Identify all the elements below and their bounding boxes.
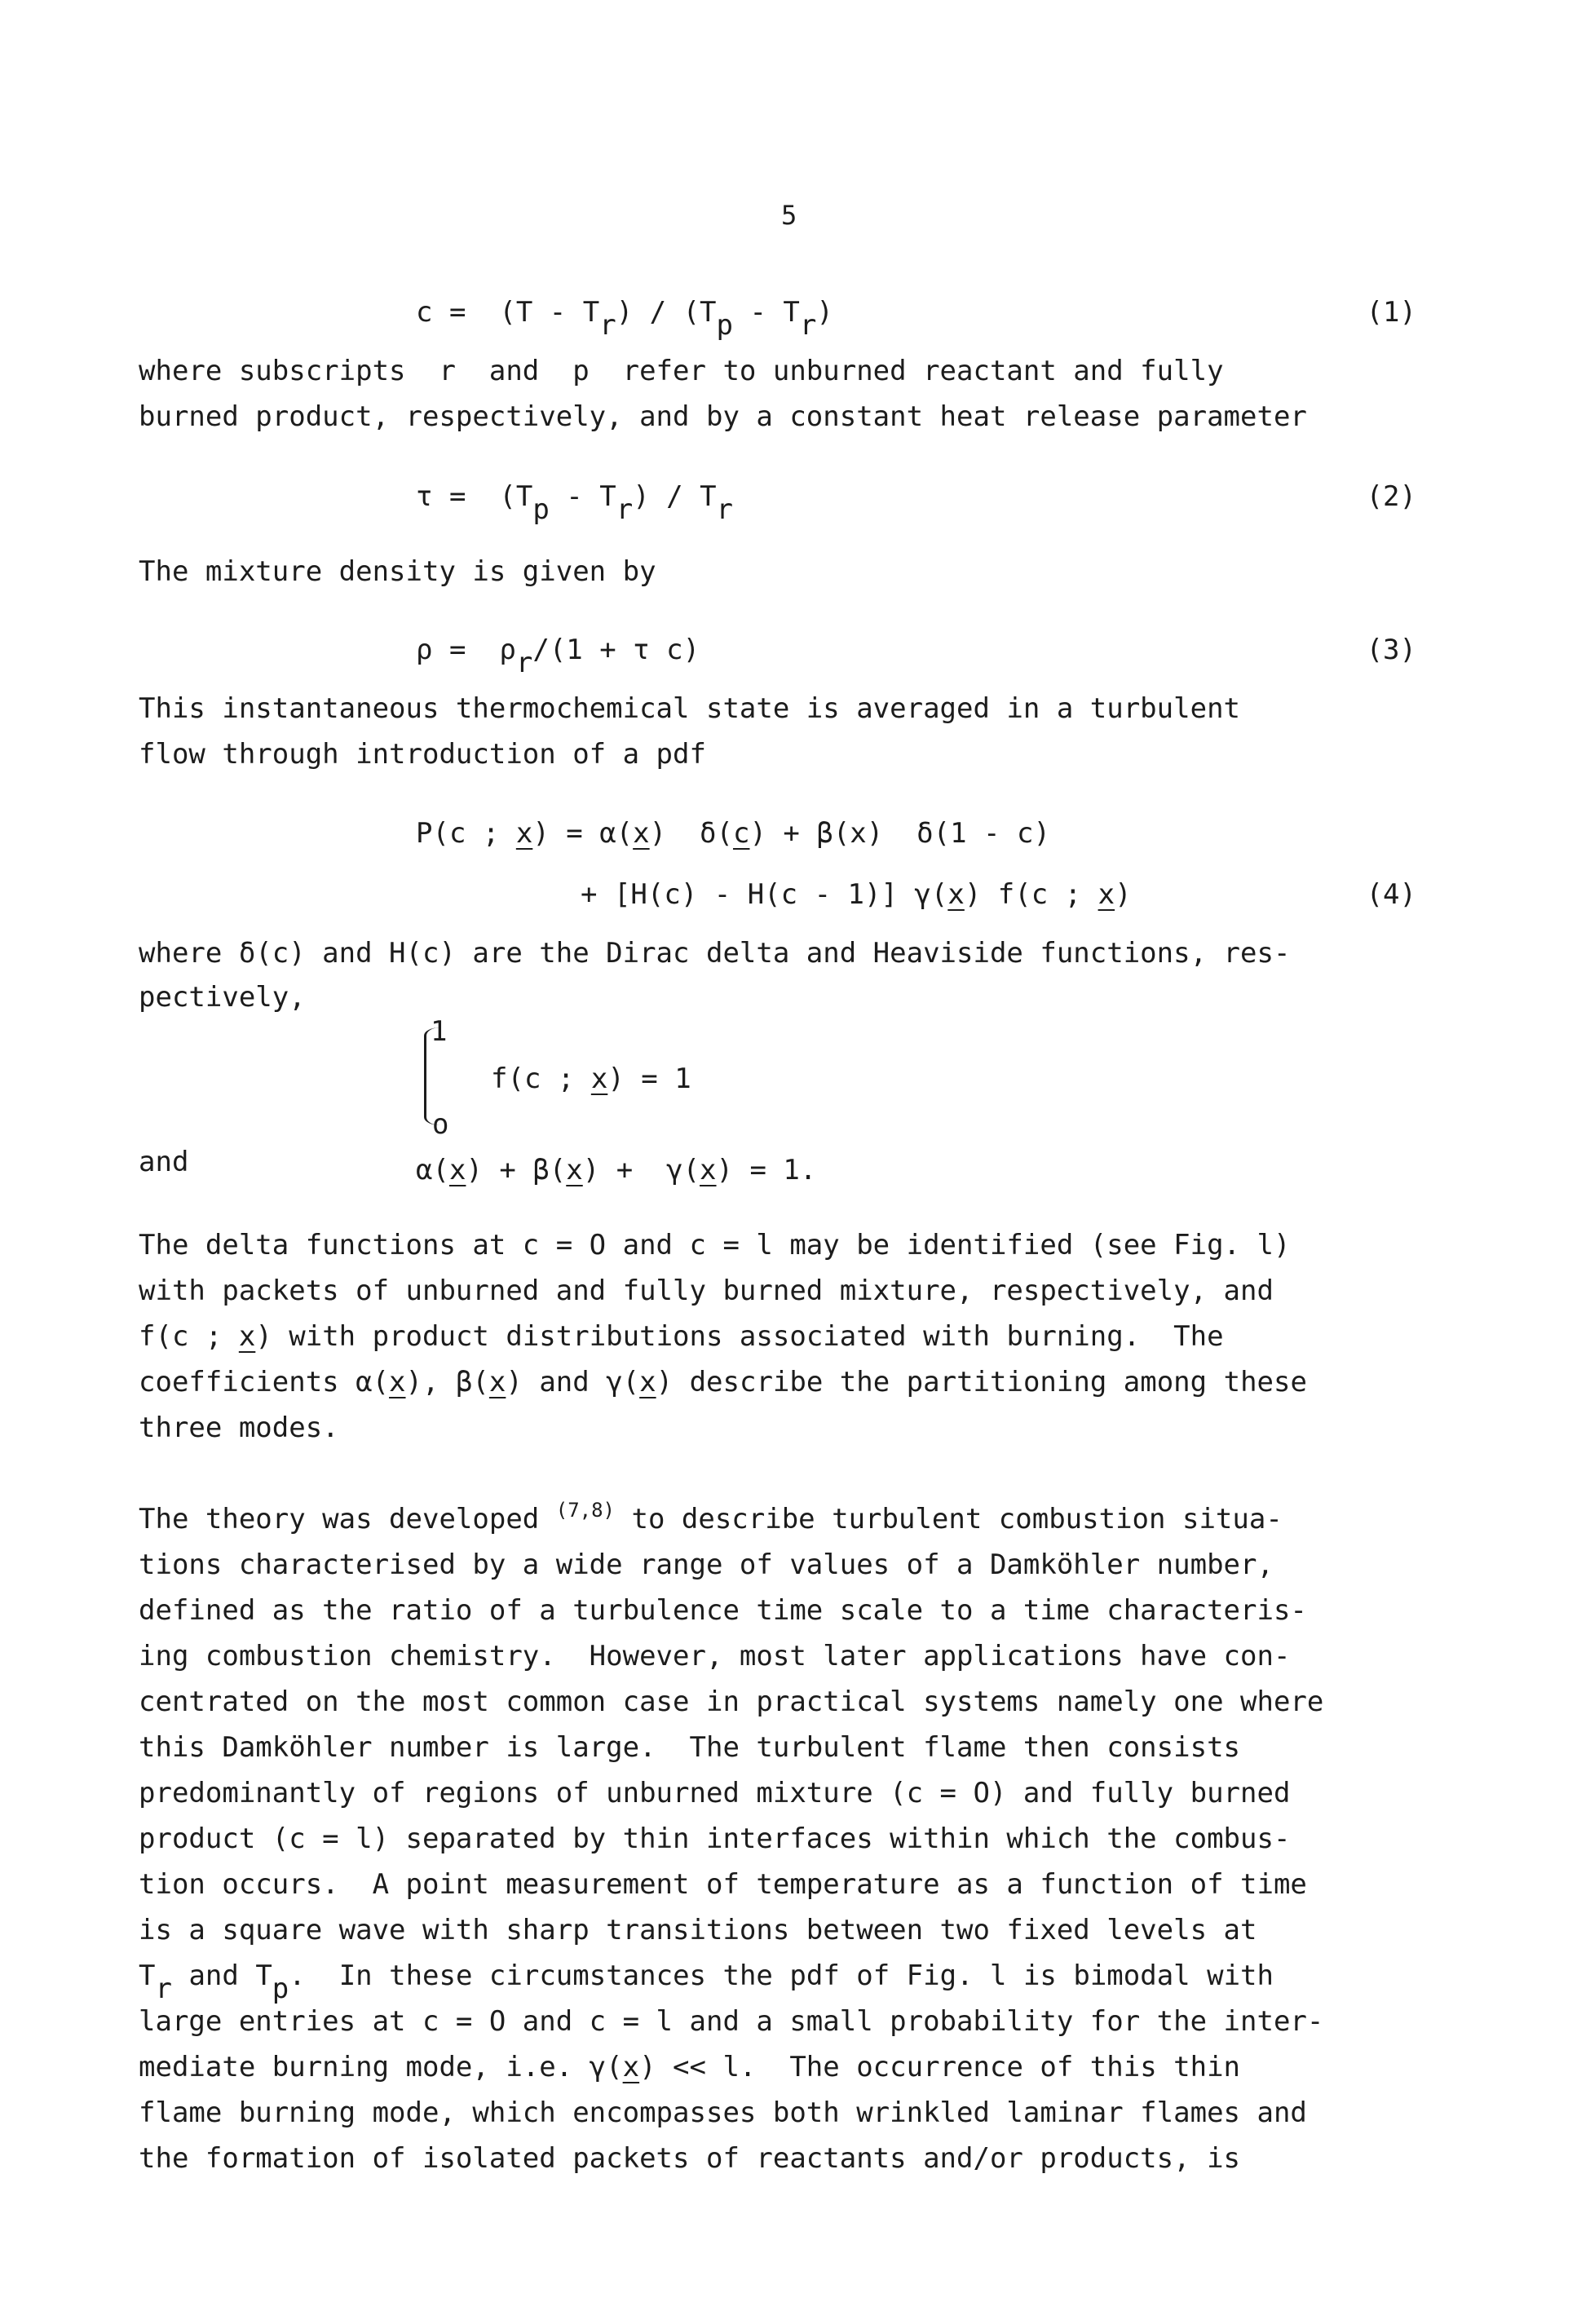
paragraph-line: coefficients α(x), β(x) and γ(x) describe the partitioning among these: [139, 1366, 1307, 1398]
paragraph-line: the formation of isolated packets of reactants and/or products, is: [139, 2142, 1241, 2175]
equation-1: $c = (T - T_r) / (T_p - T_r)$: [416, 296, 833, 342]
paragraph-line: The mixture density is given by: [139, 555, 656, 588]
paragraph-line: this Damköhler number is large. The turbulent flame then consists: [139, 1731, 1241, 1764]
paragraph-line: where δ(c) and H(c) are the Dirac delta and Heaviside functions, res-: [139, 937, 1291, 970]
equation-2: $\tau = (T_p - T_r) / T_r$: [416, 480, 734, 526]
citation-reference: (7,8): [555, 1499, 615, 1522]
equation-1-number: (1): [1366, 296, 1416, 329]
page-number: 5: [781, 200, 797, 231]
and-label: and: [139, 1146, 189, 1178]
paragraph-line: This instantaneous thermochemical state is averaged in a turbulent: [139, 692, 1241, 725]
paragraph-line: tions characterised by a wide range of values of a Damköhler number,: [139, 1549, 1274, 1581]
paragraph-line: with packets of unburned and fully burned mixture, respectively, and: [139, 1275, 1274, 1307]
paragraph-line: defined as the ratio of a turbulence time scale to a time characteris-: [139, 1594, 1307, 1627]
integral-lower-limit: o: [432, 1108, 449, 1141]
integral-upper-limit: 1: [431, 1015, 448, 1048]
paragraph-line: tion occurs. A point measurement of temperature as a function of time: [139, 1868, 1307, 1901]
paragraph-line: three modes.: [139, 1412, 339, 1444]
coefficient-sum-equation: α(x) + β(x) + γ(x) = 1.: [416, 1154, 817, 1186]
paragraph-line: where subscripts r and p refer to unburned reactant and fully: [139, 355, 1224, 387]
paragraph-line: flow through introduction of a pdf: [139, 738, 706, 771]
paragraph-line: The delta functions at c = O and c = l may be identified (see Fig. l): [139, 1229, 1291, 1261]
paragraph-line: large entries at c = O and c = l and a small probability for the inter-: [139, 2005, 1324, 2038]
paragraph-line: pectively,: [139, 981, 306, 1014]
equation-3: $\rho = \rho_r/(1 + \tau$ c): [416, 634, 700, 679]
paragraph-line: ing combustion chemistry. However, most later applications have con-: [139, 1640, 1291, 1672]
paragraph-line: flame burning mode, which encompasses both wrinkled laminar flames and: [139, 2096, 1307, 2129]
paragraph-line: centrated on the most common case in practical systems namely one where: [139, 1686, 1324, 1718]
paragraph-line: $T_r$ and $T_p$. In these circumstances the pdf of Fig. l is bimodal with: [139, 1959, 1274, 2005]
paragraph-line: is a square wave with sharp transitions between two fixed levels at: [139, 1914, 1257, 1946]
paragraph-line: burned product, respectively, and by a constant heat release parameter: [139, 400, 1307, 433]
paragraph-line: The theory was developed $^{(7,8)}$ to describe turbulent combustion situa-: [139, 1499, 1283, 1535]
equation-3-number: (3): [1366, 634, 1416, 666]
paragraph-line: predominantly of regions of unburned mixture (c = O) and fully burned: [139, 1777, 1291, 1809]
integral-body: f(c ; x) = 1: [491, 1063, 691, 1095]
equation-4-line-2: + [H(c) - H(c - 1)] γ(x) f(c ; x): [581, 878, 1132, 911]
equation-2-number: (2): [1366, 480, 1416, 513]
equation-4-line-1: P(c ; x) = α(x) δ(c) + β(x) δ(1 - c): [416, 817, 1050, 850]
paragraph-line: product (c = l) separated by thin interfaces within which the combus-: [139, 1823, 1291, 1855]
paragraph-line: f(c ; x) with product distributions associated with burning. The: [139, 1320, 1224, 1353]
paragraph-line: mediate burning mode, i.e. γ(x) << l. The occurrence of this thin: [139, 2051, 1241, 2083]
equation-4-number: (4): [1366, 878, 1416, 911]
